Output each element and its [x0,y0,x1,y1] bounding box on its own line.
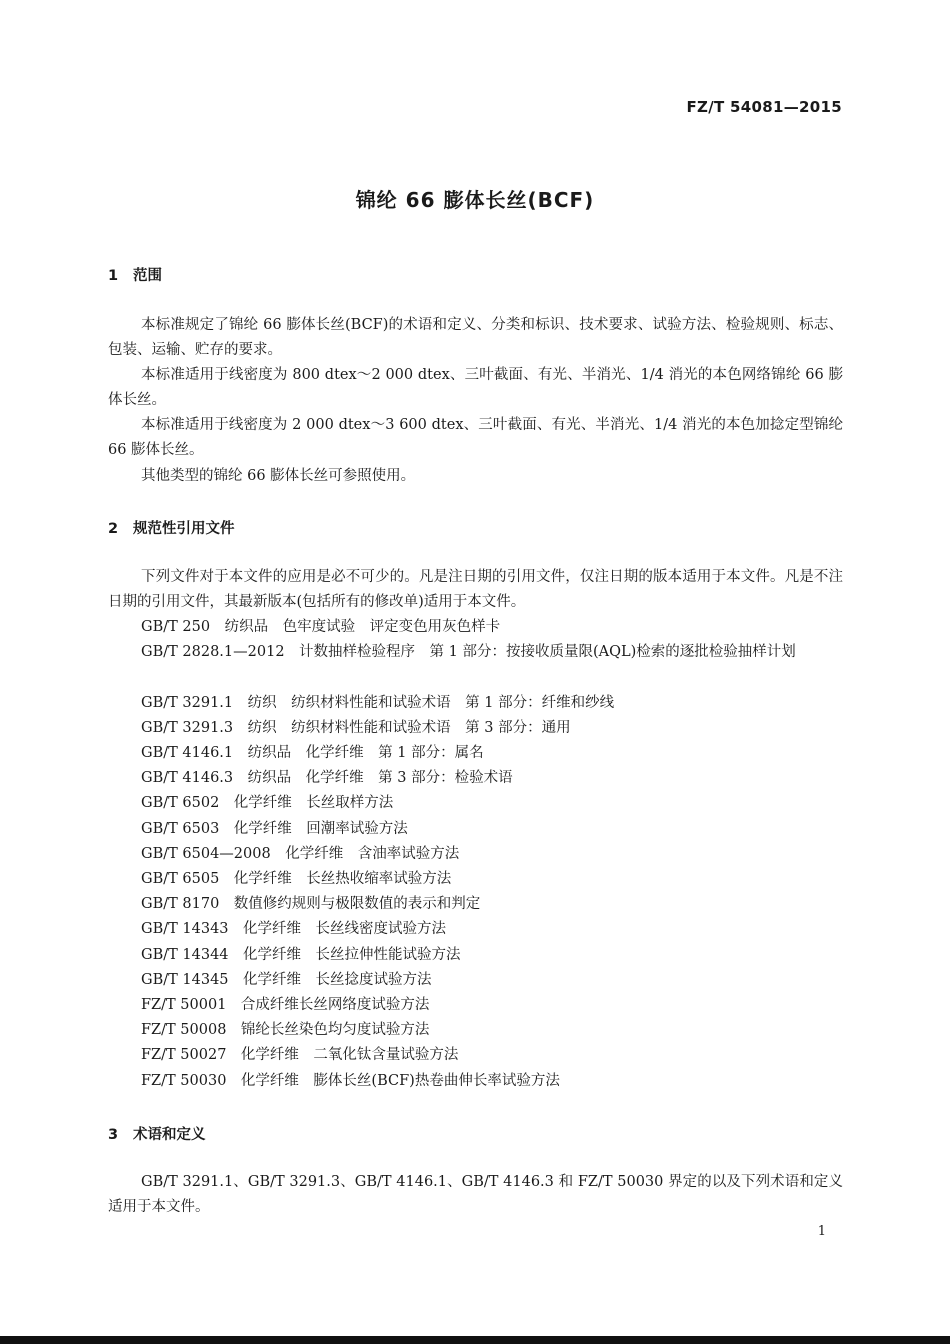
reference-item: GB/T 14345 化学纤维 长丝捻度试验方法 [141,972,432,988]
section-heading-normative-references [108,517,235,538]
reference-item: GB/T 14344 化学纤维 长丝拉伸性能试验方法 [141,947,461,963]
reference-item: FZ/T 50001 合成纤维长丝网络度试验方法 [141,997,430,1013]
section-number: 2 [108,521,119,537]
page-bottom-bar [0,1336,950,1344]
scope-paragraph: 其他类型的锦纶 66 膨体长丝可参照使用。 [141,468,416,484]
reference-item: GB/T 250 纺织品 色牢度试验 评定变色用灰色样卡 [141,619,501,635]
reference-item: GB/T 14343 化学纤维 长丝线密度试验方法 [141,921,447,937]
reference-item: GB/T 6503 化学纤维 回潮率试验方法 [141,821,408,837]
scope-paragraph: 本标准适用于线密度为 2 000 dtex～3 600 dtex、三叶截面、有光、半消光、1/4 消光的本色加捻定型锦纶 66 膨体长丝。 [108,417,843,459]
reference-item: FZ/T 50027 化学纤维 二氧化钛含量试验方法 [141,1047,459,1063]
section-title: 规范性引用文件 [133,521,235,537]
terms-paragraph: GB/T 3291.1、GB/T 3291.3、GB/T 4146.1、GB/T 4146.3 和 FZ/T 50030 界定的以及下列术语和定义适用于本文件。 [108,1174,843,1216]
section-title: 术语和定义 [133,1127,206,1143]
reference-item: GB/T 4146.1 纺织品 化学纤维 第 1 部分：属名 [141,745,484,761]
reference-item: FZ/T 50030 化学纤维 膨体长丝(BCF)热卷曲伸长率试验方法 [141,1073,560,1089]
scope-paragraph: 本标准规定了锦纶 66 膨体长丝(BCF)的术语和定义、分类和标识、技术要求、试验方法、检验规则、标志、包装、运输、贮存的要求。 [108,317,843,359]
section-heading-scope [108,264,162,285]
standard-code: FZ/T 54081—2015 [686,98,842,116]
reference-item: GB/T 2828.1—2012 计数抽样检验程序 第 1 部分：按接收质量限(AQL)检索的逐批检验抽样计划 [141,644,796,660]
reference-item: GB/T 3291.1 纺织 纺织材料性能和试验术语 第 1 部分：纤维和纱线 [141,695,615,711]
reference-item: GB/T 6504—2008 化学纤维 含油率试验方法 [141,846,460,862]
scope-paragraph: 本标准适用于线密度为 800 dtex～2 000 dtex、三叶截面、有光、半消光、1/4 消光的本色网络锦纶 66 膨体长丝。 [108,367,843,409]
reference-item: GB/T 6502 化学纤维 长丝取样方法 [141,795,394,811]
document-title: 锦纶 66 膨体长丝(BCF) [355,188,595,212]
section-title: 范围 [133,268,162,284]
section-heading-terms-definitions [108,1123,206,1144]
reference-item: GB/T 6505 化学纤维 长丝热收缩率试验方法 [141,871,452,887]
section-number: 3 [108,1127,119,1143]
reference-item: GB/T 4146.3 纺织品 化学纤维 第 3 部分：检验术语 [141,770,513,786]
reference-item: FZ/T 50008 锦纶长丝染色均匀度试验方法 [141,1022,430,1038]
references-intro: 下列文件对于本文件的应用是必不可少的。凡是注日期的引用文件，仅注日期的版本适用于本文件。凡是不注日期的引用文件，其最新版本(包括所有的修改单)适用于本文件。 [108,569,843,611]
page-number: 1 [817,1224,826,1239]
section-number: 1 [108,268,119,284]
reference-item: GB/T 3291.3 纺织 纺织材料性能和试验术语 第 3 部分：通用 [141,720,571,736]
reference-item: GB/T 8170 数值修约规则与极限数值的表示和判定 [141,896,481,912]
